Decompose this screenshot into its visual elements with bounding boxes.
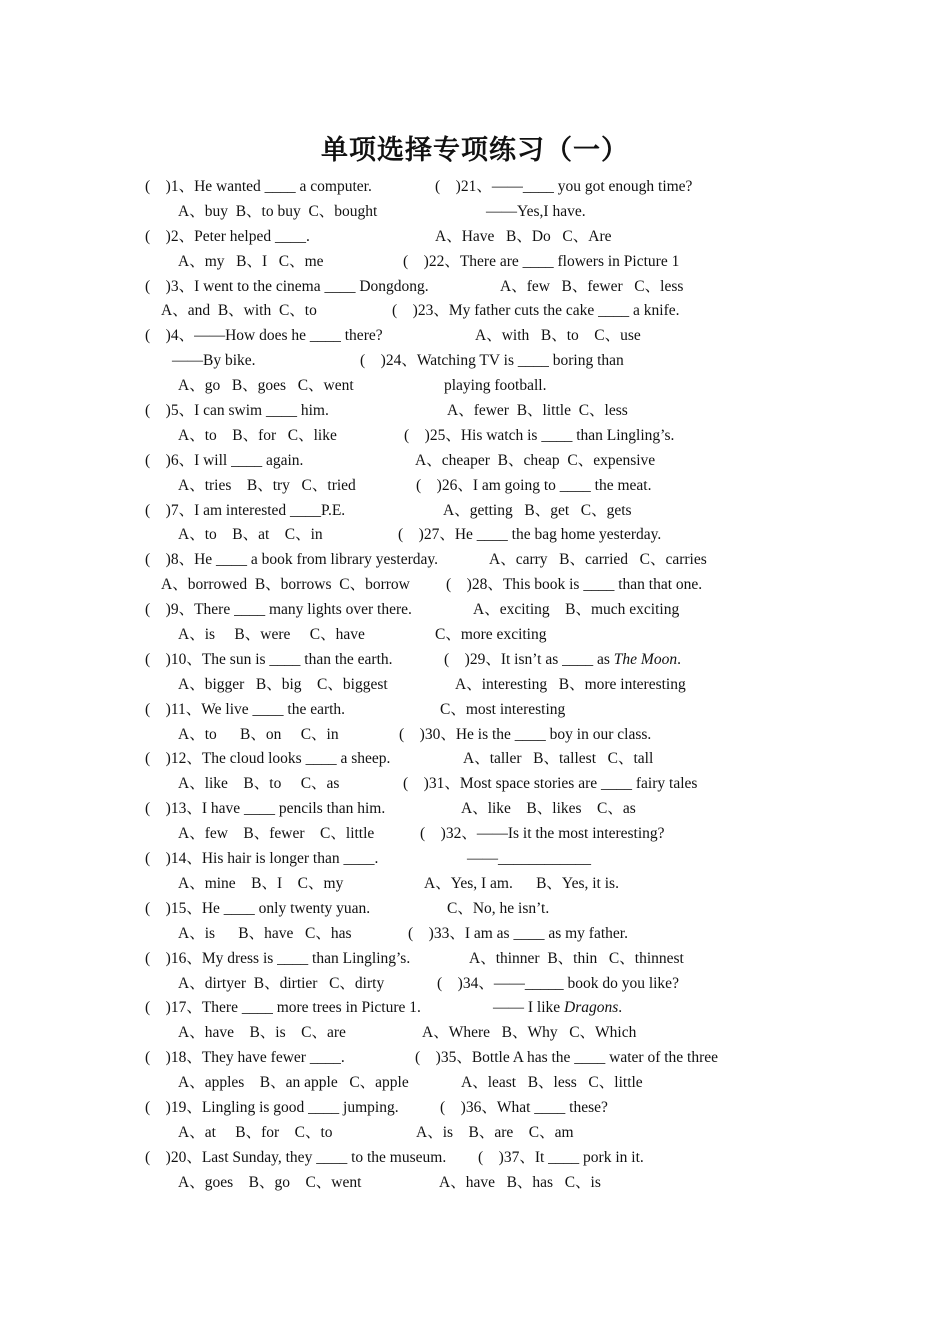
right-column-text: A、is B、are C、am [416, 1123, 574, 1141]
right-column-text: ( )29、It isn’t as ____ as The Moon. [444, 650, 681, 668]
right-column-text: A、taller B、tallest C、tall [463, 750, 654, 768]
question-line [0, 773, 950, 798]
right-column-text: ( )21、——____ you got enough time? [435, 178, 693, 195]
left-column-text: ( )14、His hair is longer than ____. [145, 850, 379, 868]
question-line [0, 574, 950, 599]
left-column-text: A、and B、with C、to [161, 302, 317, 320]
right-column-text: ( )30、He is the ____ boy in our class. [399, 725, 652, 743]
question-line [0, 674, 950, 699]
right-column-text: A、least B、less C、little [461, 1074, 643, 1092]
left-column-text: ( )3、I went to the cinema ____ Dongdong. [145, 277, 429, 295]
left-column-text: ( )1、He wanted ____ a computer. [145, 178, 372, 195]
question-line [0, 325, 950, 350]
question-line [0, 873, 950, 898]
right-column-text: ( )36、What ____ these? [440, 1098, 608, 1116]
question-line [0, 848, 950, 873]
right-column-text: A、Where B、Why C、Which [422, 1024, 637, 1042]
right-column-text: ( )35、Bottle A has the ____ water of the three [415, 1049, 719, 1067]
question-line [0, 973, 950, 998]
left-column-text: A、have B、is C、are [178, 1024, 346, 1042]
right-column-text: A、interesting B、more interesting [455, 675, 686, 693]
left-column-text: A、goes B、go C、went [178, 1173, 362, 1191]
left-column-text: A、to B、on C、in [178, 725, 339, 743]
question-line [0, 649, 950, 674]
left-column-text: ( )10、The sun is ____ than the earth. [145, 650, 393, 668]
question-line [0, 226, 950, 251]
left-column-text: ( )4、——How does he ____ there? [145, 327, 383, 345]
left-column-text: A、is B、were C、have [178, 626, 365, 644]
question-line [0, 948, 950, 973]
right-column-text: A、getting B、get C、gets [443, 501, 632, 519]
left-column-text: ( )13、I have ____ pencils than him. [145, 800, 386, 818]
question-line [0, 350, 950, 375]
left-column-text: A、bigger B、big C、biggest [178, 675, 388, 693]
question-line [0, 1122, 950, 1147]
right-column-text: A、Have B、Do C、Are [435, 227, 612, 245]
question-line [0, 748, 950, 773]
left-column-text: ( )17、There ____ more trees in Picture 1. [145, 999, 421, 1017]
left-column-text: ( )15、He ____ only twenty yuan. [145, 899, 371, 917]
right-column-text: playing football. [444, 377, 547, 395]
question-line [0, 1022, 950, 1047]
question-line [0, 400, 950, 425]
left-column-text: ( )8、He ____ a book from library yesterday. [145, 551, 438, 569]
question-line [0, 699, 950, 724]
left-column-text: ( )12、The cloud looks ____ a sheep. [145, 750, 391, 768]
left-column-text: ( )11、We live ____ the earth. [145, 700, 346, 718]
left-column-text: ( )5、I can swim ____ him. [145, 402, 329, 420]
question-line [0, 450, 950, 475]
right-column-text: ( )32、——Is it the most interesting? [420, 825, 665, 843]
left-column-text: A、borrowed B、borrows C、borrow [161, 576, 410, 594]
question-line [0, 549, 950, 574]
page-title: 单项选择专项练习（一） [321, 135, 629, 165]
right-column-text: A、carry B、carried C、carries [489, 551, 707, 569]
question-line [0, 524, 950, 549]
right-column-text: ( )23、My father cuts the cake ____ a knife. [392, 302, 680, 320]
question-line [0, 300, 950, 325]
question-line [0, 599, 950, 624]
right-column-text: ——Yes,I have. [486, 202, 586, 220]
left-column-text: ( )9、There ____ many lights over there. [145, 601, 412, 619]
question-line [0, 624, 950, 649]
italic-title: The Moon [613, 650, 678, 668]
right-column-text: ( )26、I am going to ____ the meat. [416, 476, 652, 494]
question-line [0, 1072, 950, 1097]
question-line [0, 201, 950, 226]
right-column-text: —— I like Dragons. [493, 999, 623, 1017]
right-column-text: A、exciting B、much exciting [473, 601, 680, 619]
right-column-text: C、No, he isn’t. [447, 899, 550, 917]
right-column-text: ( )34、——_____ book do you like? [437, 974, 679, 992]
left-column-text: ( )6、I will ____ again. [145, 451, 304, 469]
right-column-text: A、with B、to C、use [475, 327, 641, 345]
right-column-text: A、cheaper B、cheap C、expensive [415, 451, 656, 469]
left-column-text: A、to B、for C、like [178, 426, 337, 444]
left-column-text: ( )18、They have fewer ____. [145, 1049, 345, 1067]
question-line [0, 898, 950, 923]
left-column-text: ( )20、Last Sunday, they ____ to the museum. [145, 1148, 447, 1166]
left-column-text: ( )7、I am interested ____P.E. [145, 501, 346, 519]
left-column-text: A、is B、have C、has [178, 924, 352, 942]
question-line [0, 798, 950, 823]
left-column-text: A、at B、for C、to [178, 1123, 333, 1141]
question-line [0, 425, 950, 450]
question-line [0, 276, 950, 301]
question-line [0, 176, 950, 201]
right-column-text: A、like B、likes C、as [461, 800, 636, 818]
left-column-text: A、go B、goes C、went [178, 377, 354, 395]
question-line [0, 251, 950, 276]
right-column-text: ( )33、I am as ____ as my father. [408, 924, 628, 942]
right-column-text: A、Yes, I am. B、Yes, it is. [424, 874, 619, 892]
question-line [0, 1172, 950, 1197]
left-column-text: A、like B、to C、as [178, 775, 340, 793]
right-column-text: ( )31、Most space stories are ____ fairy tales [403, 775, 698, 793]
question-line [0, 823, 950, 848]
left-column-text: ( )2、Peter helped ____. [145, 227, 310, 245]
question-line [0, 724, 950, 749]
right-column-text: A、have B、has C、is [439, 1173, 601, 1191]
right-column-text: ( )25、His watch is ____ than Lingling’s. [404, 426, 675, 444]
left-column-text: ( )19、Lingling is good ____ jumping. [145, 1098, 399, 1116]
left-column-text: A、buy B、to buy C、bought [178, 202, 378, 220]
question-line [0, 375, 950, 400]
right-column-text: ( )22、There are ____ flowers in Picture 1 [403, 252, 680, 270]
left-column-text: A、tries B、try C、tried [178, 476, 356, 494]
left-column-text: A、to B、at C、in [178, 526, 323, 544]
left-column-text: A、apples B、an apple C、apple [178, 1074, 409, 1092]
right-column-text: C、most interesting [440, 700, 566, 718]
left-column-text: ( )16、My dress is ____ than Lingling’s. [145, 949, 411, 967]
question-line [0, 1047, 950, 1072]
right-column-text: ( )28、This book is ____ than that one. [446, 576, 703, 594]
question-line [0, 1147, 950, 1172]
right-column-text: A、thinner B、thin C、thinnest [469, 949, 684, 967]
right-column-text: C、more exciting [435, 626, 547, 644]
right-column-text: A、few B、fewer C、less [500, 277, 684, 295]
left-column-text: A、dirtyer B、dirtier C、dirty [178, 974, 385, 992]
question-line [0, 500, 950, 525]
question-line [0, 997, 950, 1022]
question-list [0, 176, 950, 1197]
right-column-text: ——____________ [467, 850, 591, 868]
left-column-text: A、mine B、I C、my [178, 874, 344, 892]
right-column-text: ( )24、Watching TV is ____ boring than [360, 352, 624, 370]
left-column-text: ——By bike. [172, 352, 256, 370]
italic-title: Dragons [564, 999, 619, 1017]
question-line [0, 475, 950, 500]
left-column-text: A、my B、I C、me [178, 252, 324, 270]
right-column-text: ( )37、It ____ pork in it. [478, 1148, 644, 1166]
left-column-text: A、few B、fewer C、little [178, 825, 375, 843]
right-column-text: ( )27、He ____ the bag home yesterday. [398, 526, 662, 544]
question-line [0, 923, 950, 948]
question-line [0, 1097, 950, 1122]
right-column-text: A、fewer B、little C、less [447, 402, 628, 420]
